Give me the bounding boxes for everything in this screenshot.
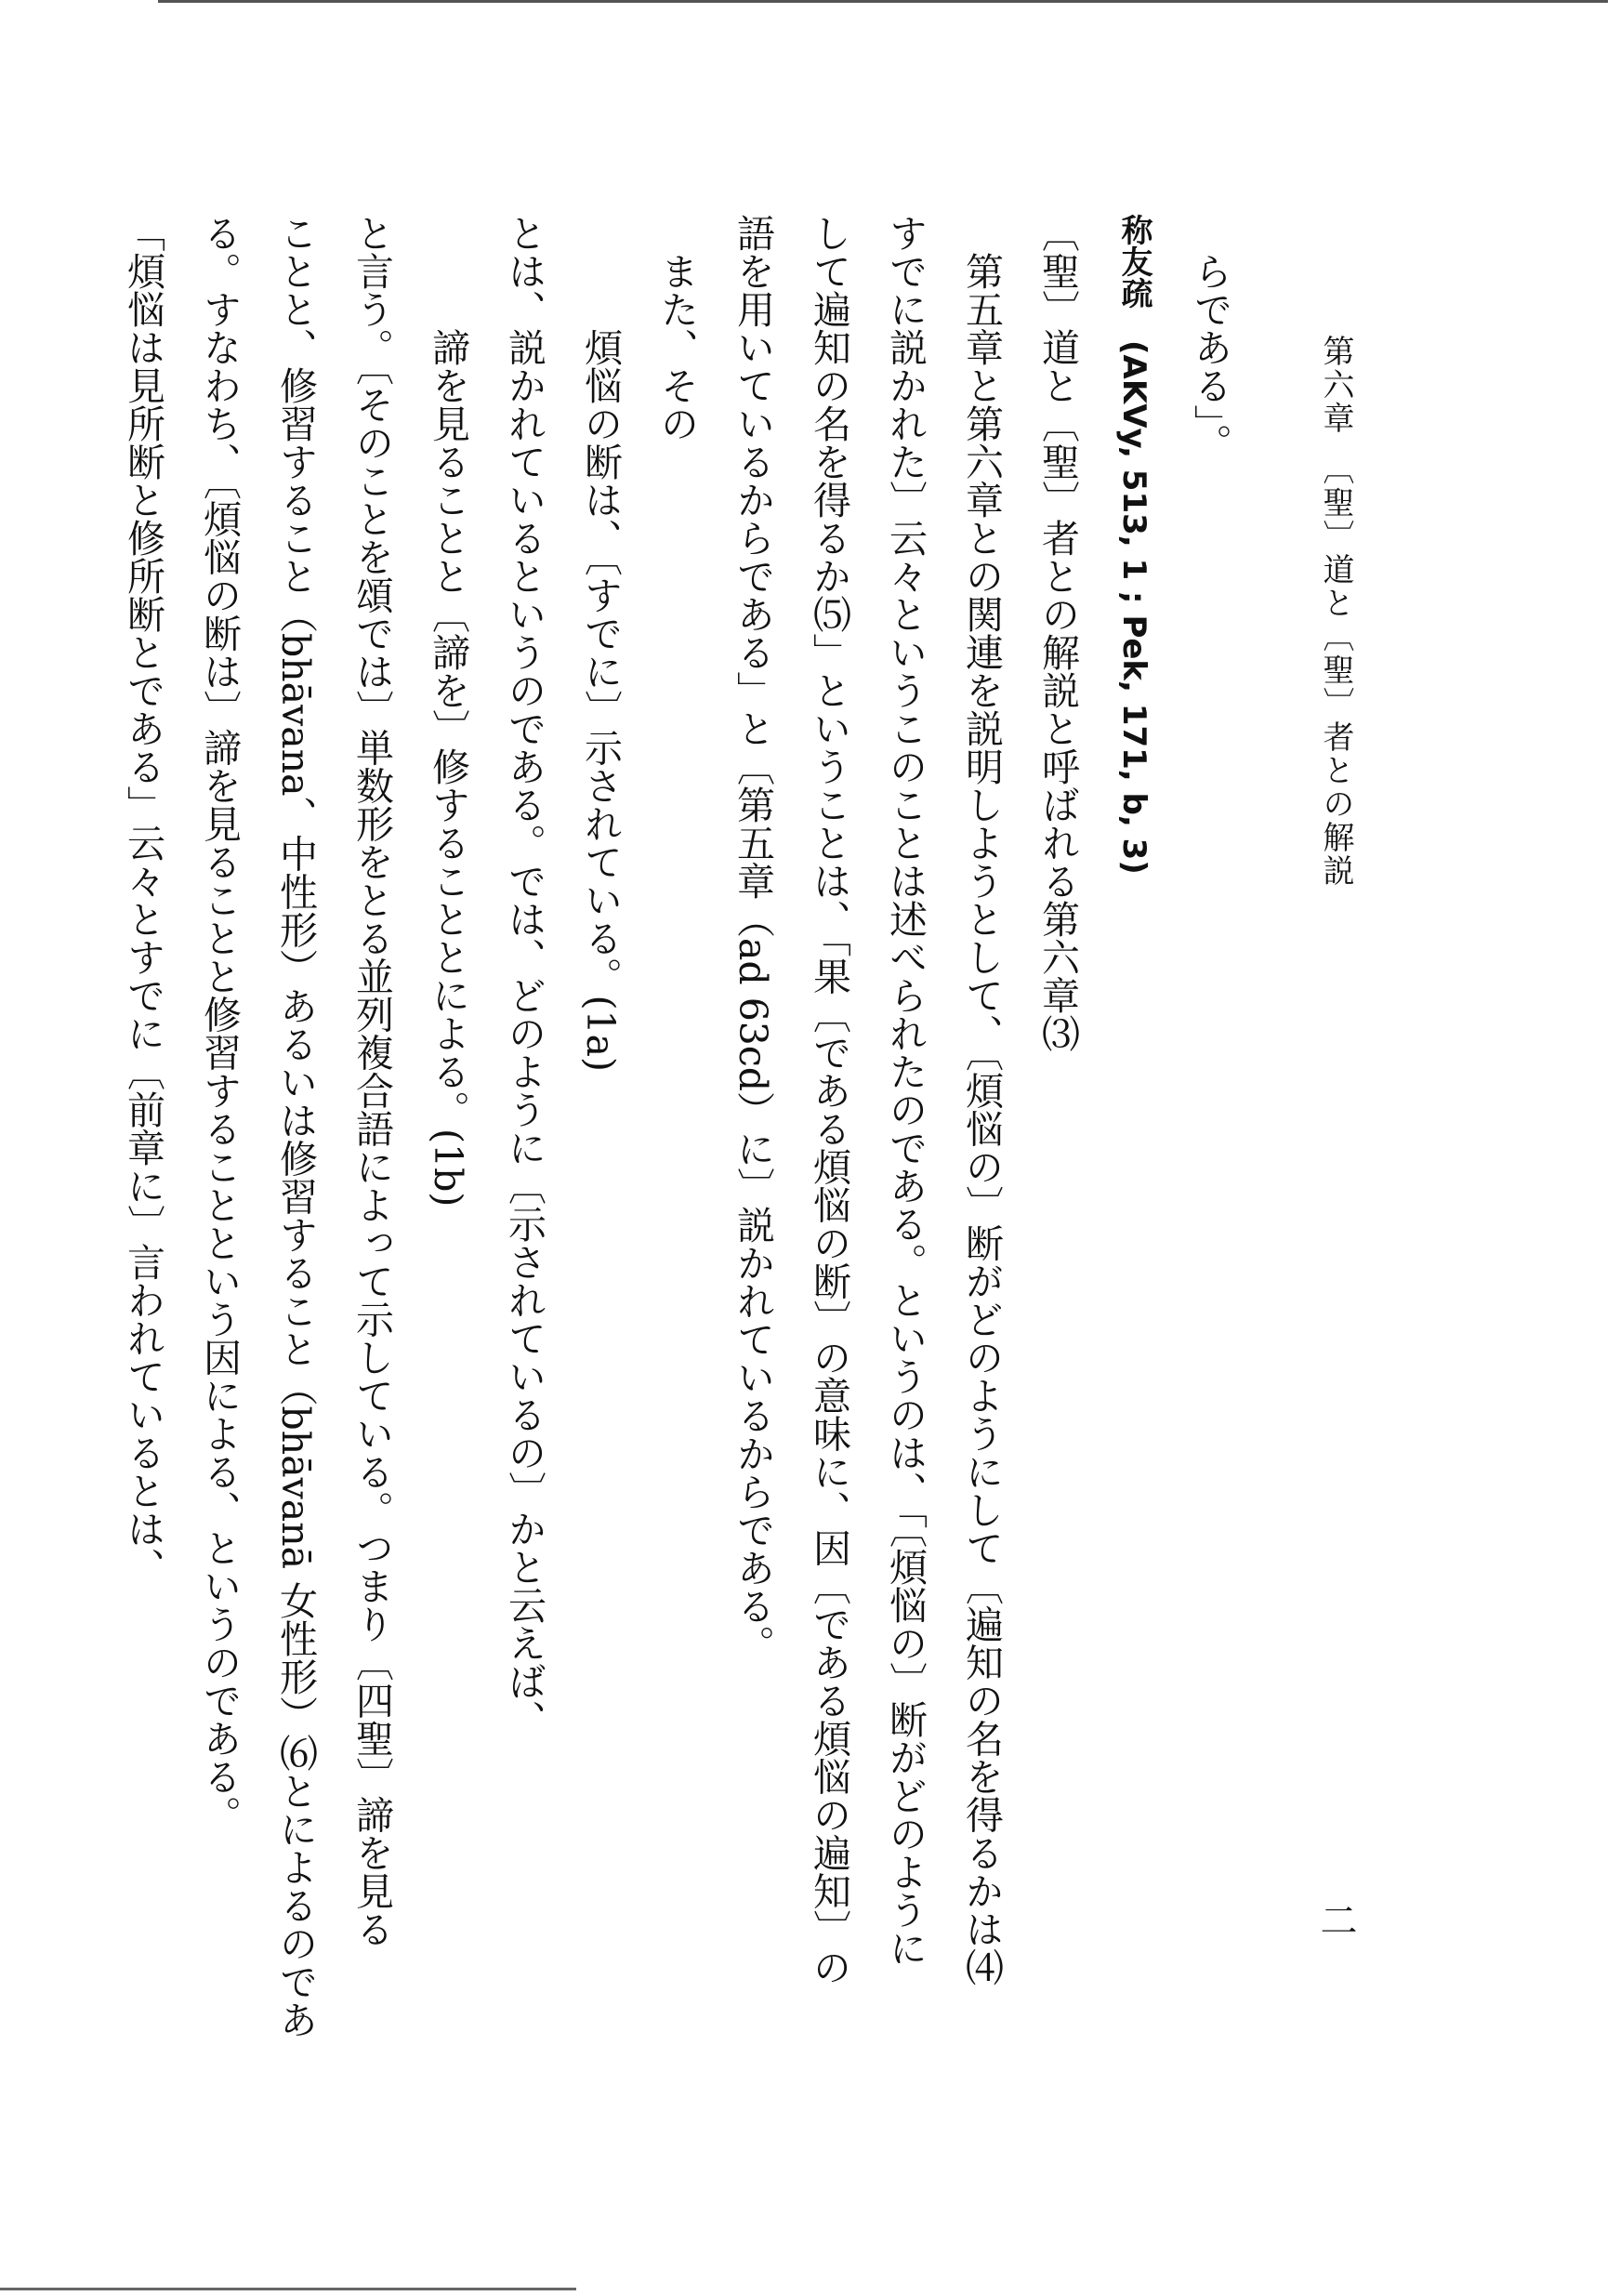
text-line: して遍知の名を得るか⑸」ということは、「果〔である煩悩の断〕の意味に、因〔である煩悩の遍知〕の (807, 214, 851, 1986)
text-line: 〔聖〕道と〔聖〕者との解説と呼ばれる第六章⑶ (1035, 214, 1080, 1052)
verse-line: 諦を見ることと〔諦を〕修することとによる。(1b) (426, 328, 470, 1207)
scan-edge-top (158, 0, 1608, 3)
text-line: とは、説かれているというのである。では、どのように〔示されているの〕かと云えば、 (502, 214, 547, 1738)
body-text (121, 214, 1248, 2073)
text-line: 第五章と第六章との関連を説明しようとして、〔煩悩の〕断がどのようにして〔遍知の名を得るかは⑷ (959, 252, 1004, 1986)
text-line: また、その (654, 252, 699, 442)
text-line: 語を用いているからである」と〔第五章（ad 63cd）に〕説かれているからである。 (731, 214, 775, 1664)
text-line: らである」。 (1188, 252, 1232, 462)
scan-edge-bottom (0, 2288, 576, 2290)
text-line: と言う。〔そのことを頌では〕単数形をとる並列複合語によって示している。つまり〔四聖〕諦を見る (349, 214, 394, 1948)
running-header (1307, 335, 1359, 911)
commentary-heading: 称友疏 (AKVy, 513, 1 ; Pek, 171, b, 3) (1115, 214, 1152, 875)
verse-line: 煩悩の断は、〔すでに〕示されている。(1a) (578, 328, 623, 1073)
text-line: 「煩悩は見所断と修所断とである」云々とすでに〔前章に〕言われているとは、 (121, 214, 165, 1586)
text-line: ことと、修習すること（bhāvana、中性形）あるいは修習すること（bhāvanā 女性形）⑹とによるのであ (273, 214, 318, 2039)
running-title: 第六章 〔聖〕道と〔聖〕者との解説 (1317, 335, 1354, 888)
text-line: る。すなわち、〔煩悩の断は〕諦を見ることと修習することという因による、というのである。 (197, 214, 242, 1834)
page-number: 二 (1314, 1901, 1357, 1938)
text-line: すでに説かれた〕云々というこのことは述べられたのである。というのは、「〔煩悩の〕断がどのように (883, 214, 928, 1967)
